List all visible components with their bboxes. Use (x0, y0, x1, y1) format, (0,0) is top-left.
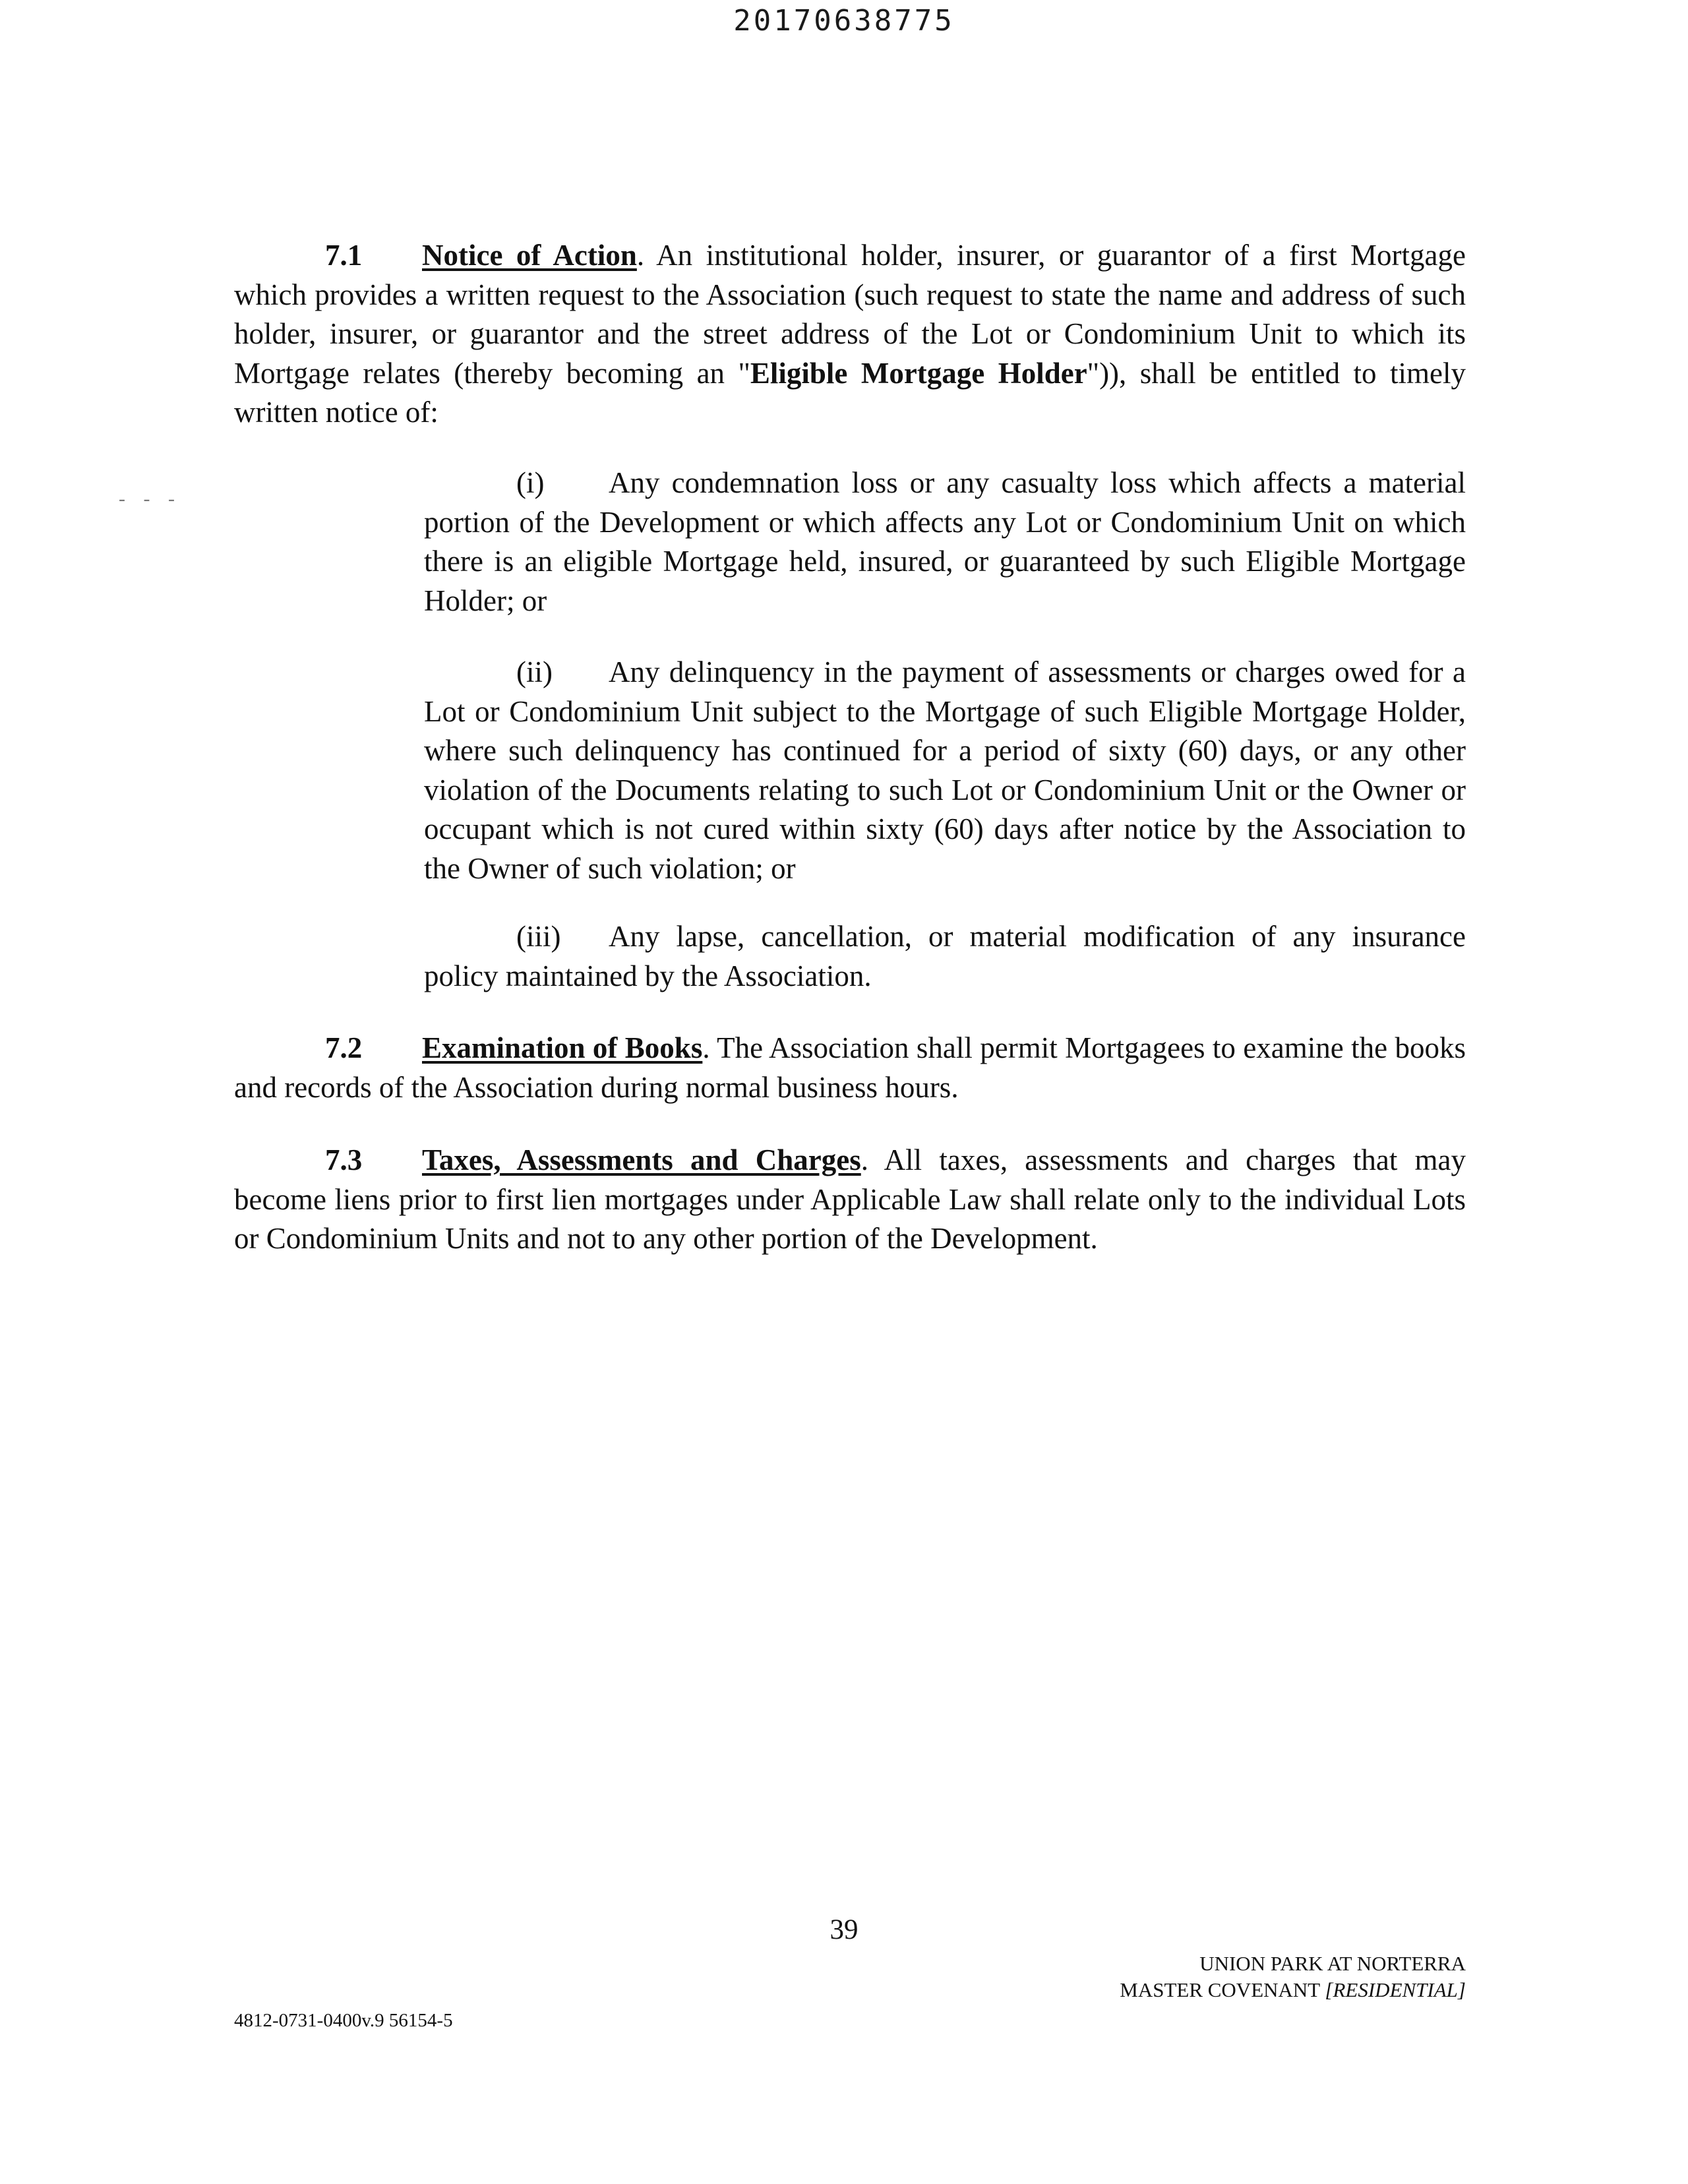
section-text: . The Association shall permit Mortgagees to examine the books and records of the Association during normal business hours. (234, 1031, 1466, 1104)
document-title-line (1120, 1977, 1466, 2003)
margin-mark: - - - (119, 488, 181, 510)
section-number: 7.3 (325, 1143, 363, 1176)
subitem-text: Any lapse, cancellation, or material modification of any insurance policy maintained by the Association. (424, 920, 1466, 992)
section-number: 7.2 (325, 1031, 363, 1064)
document-id: 4812-0731-0400v.9 56154-5 (234, 2010, 453, 2031)
section-number: 7.1 (325, 239, 363, 272)
subitem-text: Any condemnation loss or any casualty loss which affects a material portion of the Development or which affects any Lot or Condominium Unit on which there is an eligible Mortgage held, insured, or guaranteed by such Eligible Mortgage Holder; or (424, 466, 1466, 617)
section-7-2 (234, 1029, 1466, 1107)
defined-term: Eligible Mortgage Holder (750, 356, 1087, 390)
subitem-iii (424, 917, 1466, 996)
section-text: . All taxes, assessments and charges that may become liens prior to first lien mortgages under Applicable Law shall relate only to the individual Lots or Condominium Units and not to any other portion of the Development. (234, 1143, 1466, 1255)
section-title: Examination of Books (422, 1031, 703, 1064)
subitem-text: Any delinquency in the payment of assessments or charges owed for a Lot or Condominium Unit subject to the Mortgage of such Eligible Mortgage Holder, where such delinquency has continued for a period of sixty (60) days, or any other violation of the Documents relating to such Lot or Condominium Unit or the Owner or occupant which is not cured within sixty (60) days after notice by the Association to the Owner of such violation; or (424, 655, 1466, 885)
document-title: MASTER COVENANT (1120, 1978, 1320, 2001)
subitem-i (424, 464, 1466, 621)
section-text-continued: ")), shall be entitled to timely written notice of: (234, 356, 1466, 429)
section-text: . An institutional holder, insurer, or guarantor of a first Mortgage which provides a written request to the Association (such request to state the name and address of such holder, insurer, or guarantor and the street address of the Lot or Condominium Unit to which its Mortgage relates (thereby becoming an " (234, 239, 1466, 390)
section-7-1 (234, 236, 1466, 433)
subitem-number: (iii) (516, 920, 561, 953)
document-subtitle: [RESIDENTIAL] (1325, 1978, 1466, 2001)
project-name: UNION PARK AT NORTERRA (1199, 1952, 1466, 1975)
subitem-number: (ii) (516, 655, 553, 688)
subitem-ii (424, 653, 1466, 888)
section-title: Taxes, Assessments and Charges (422, 1143, 861, 1176)
section-title: Notice of Action (422, 239, 637, 272)
recording-number: 20170638775 (733, 4, 955, 38)
subitem-number: (i) (516, 466, 545, 499)
footer-title (1120, 1951, 1466, 2003)
section-7-3 (234, 1141, 1466, 1259)
page-number: 39 (829, 1914, 859, 1945)
